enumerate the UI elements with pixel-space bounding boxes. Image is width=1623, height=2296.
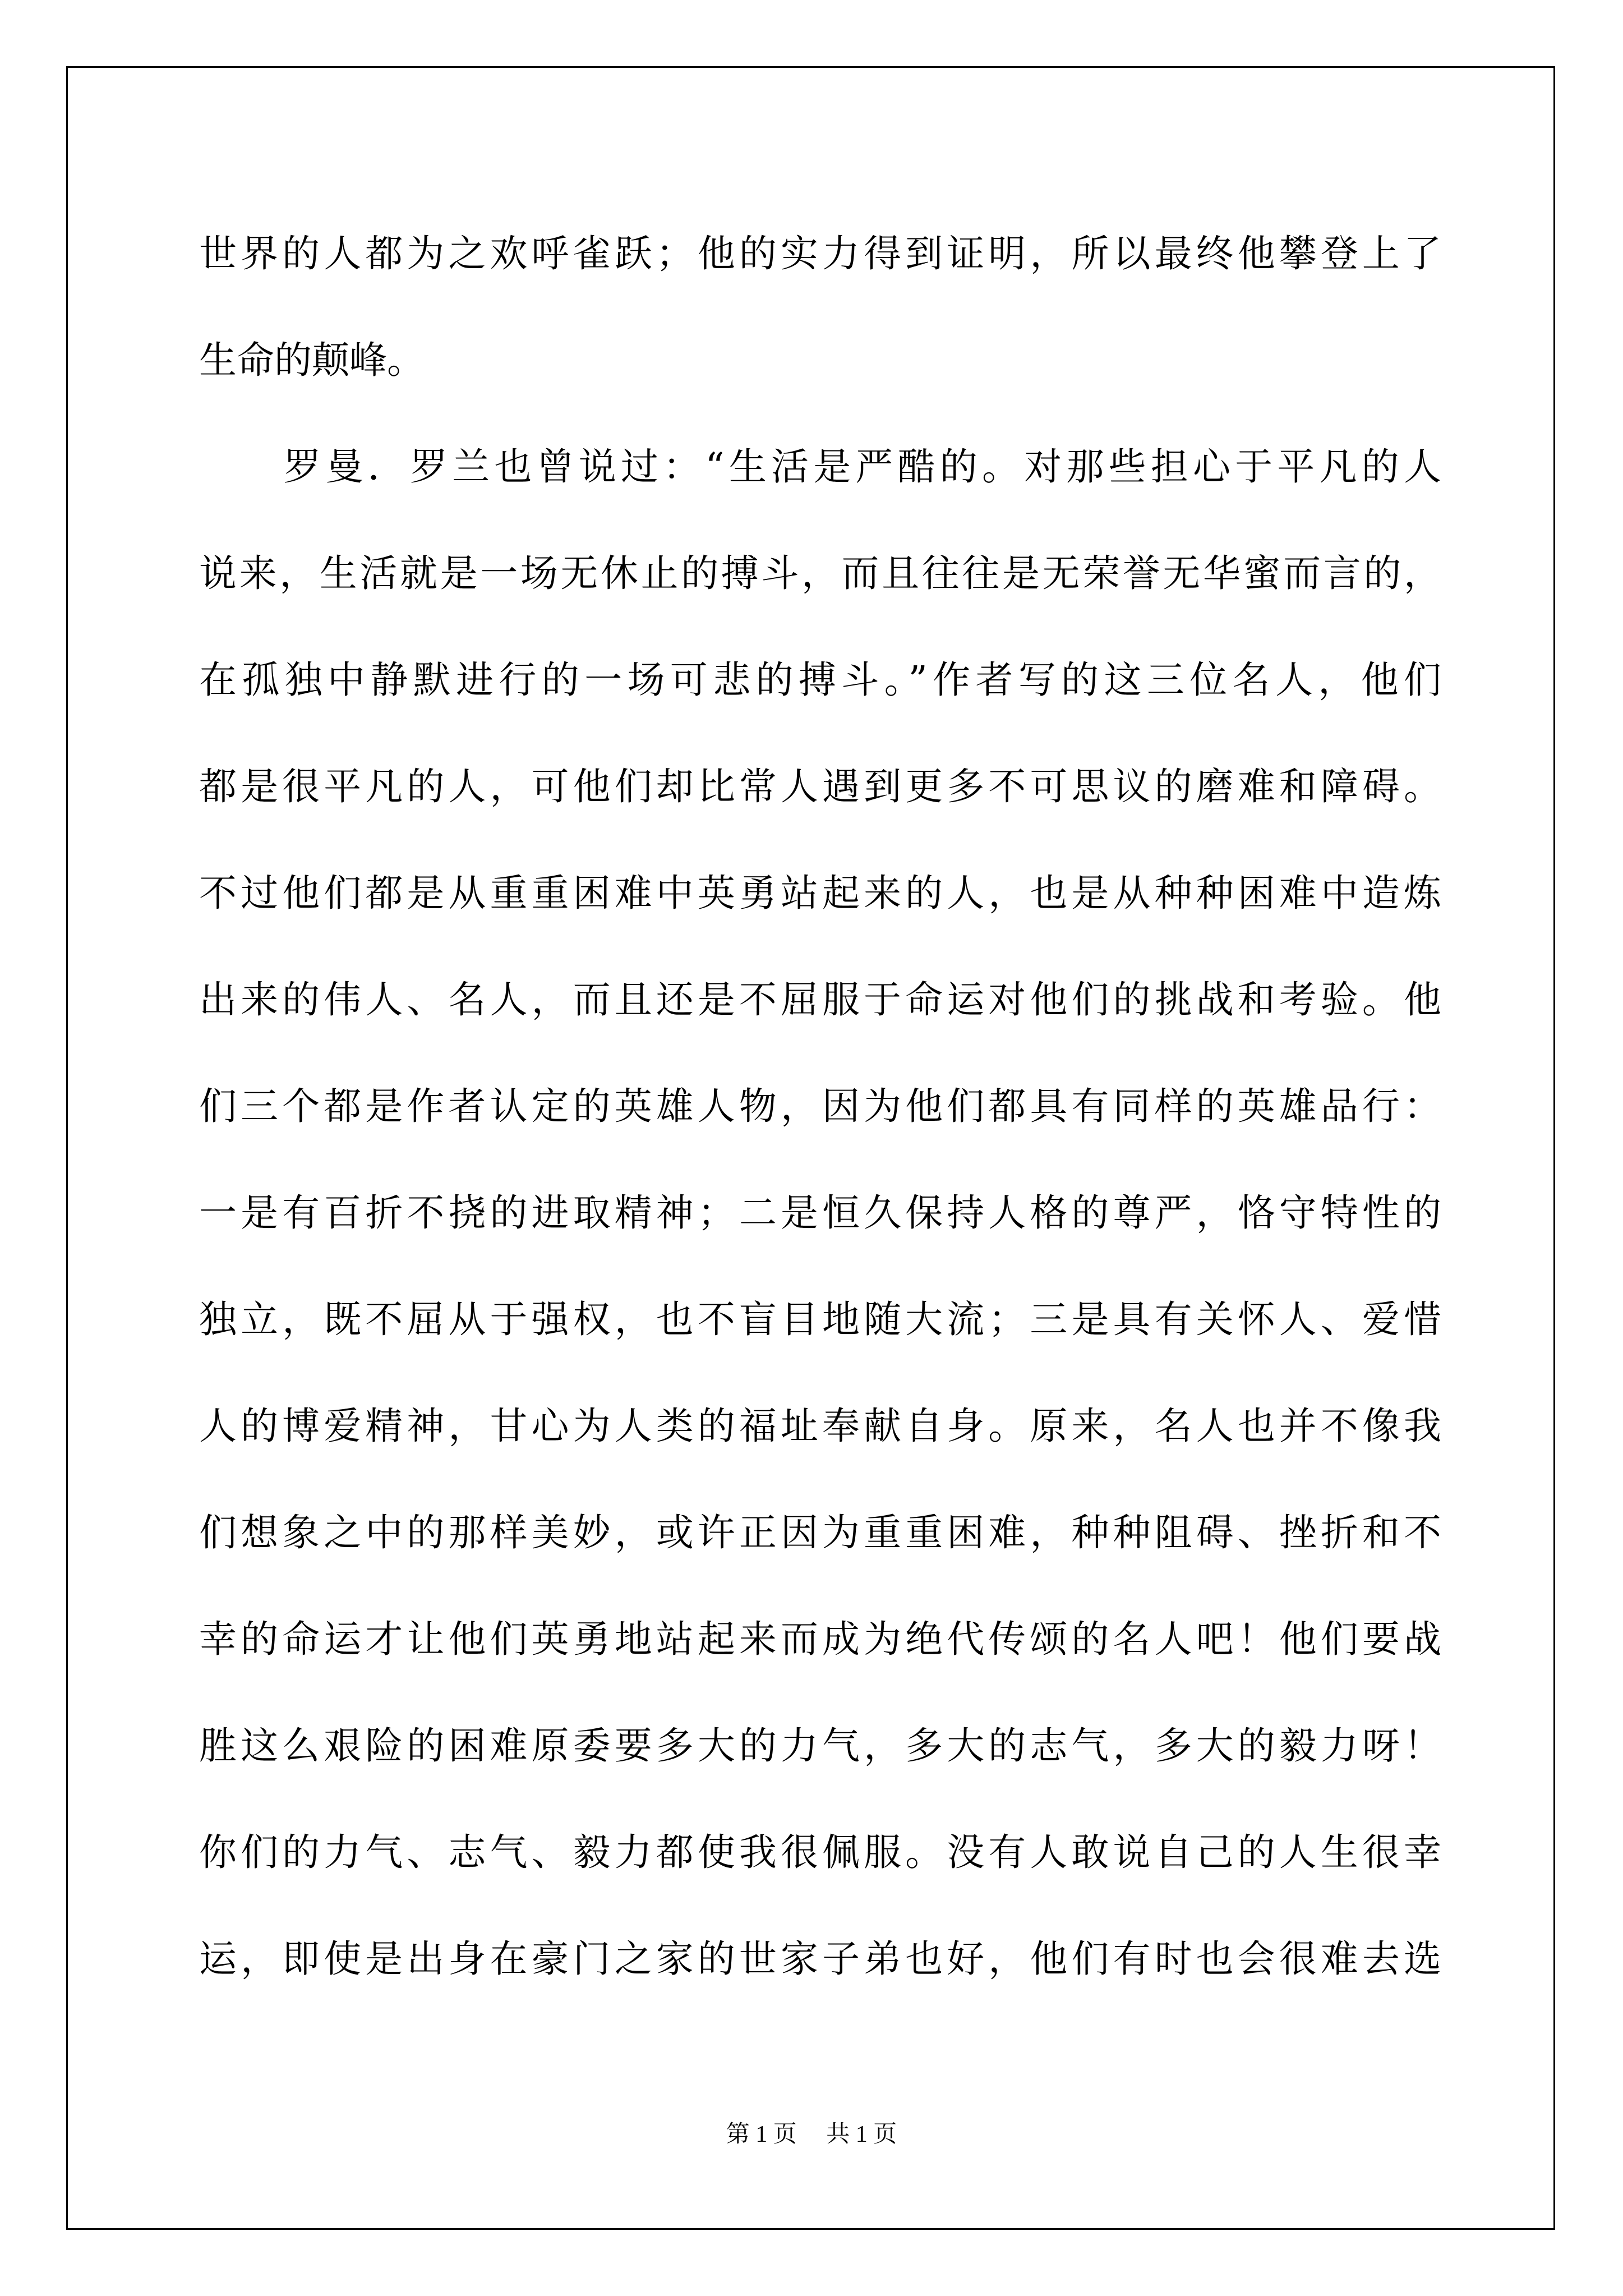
text-line-6: 都是很平凡的人，可他们却比常人遇到更多不可思议的磨难和障碍。 xyxy=(199,765,1441,808)
text-line-10: 一是有百折不挠的进取精神；二是恒久保持人格的尊严，恪守特性的 xyxy=(199,1191,1441,1235)
text-line-5: 在孤独中静默进行的一场可悲的搏斗。”作者写的这三位名人，他们 xyxy=(199,658,1441,702)
text-line-4: 说来，生活就是一场无休止的搏斗，而且往往是无荣誉无华蜜而言的， xyxy=(199,551,1441,595)
body-text xyxy=(199,200,1441,2012)
text-line-14: 幸的命运才让他们英勇地站起来而成为绝代传颂的名人吧！他们要战 xyxy=(199,1617,1441,1661)
text-line-16: 你们的力气、志气、毅力都使我很佩服。没有人敢说自己的人生很幸 xyxy=(199,1830,1441,1874)
text-line-8: 出来的伟人、名人，而且还是不屈服于命运对他们的挑战和考验。他 xyxy=(199,978,1441,1022)
text-line-1: 世界的人都为之欢呼雀跃；他的实力得到证明，所以最终他攀登上了 xyxy=(199,232,1441,275)
text-line-7: 不过他们都是从重重困难中英勇站起来的人，也是从种种困难中造炼 xyxy=(199,871,1441,915)
text-line-9: 们三个都是作者认定的英雄人物，因为他们都具有同样的英雄品行： xyxy=(199,1084,1441,1128)
text-line-11: 独立，既不屈从于强权，也不盲目地随大流；三是具有关怀人、爱惜 xyxy=(199,1297,1441,1341)
text-line-12: 人的博爱精神，甘心为人类的福址奉献自身。原来，名人也并不像我 xyxy=(199,1404,1441,1448)
text-line-13: 们想象之中的那样美妙，或许正因为重重困难，种种阻碍、挫折和不 xyxy=(199,1511,1441,1554)
text-line-2: 生命的颠峰。 xyxy=(199,338,425,382)
text-line-17: 运，即使是出身在豪门之家的世家子弟也好，他们有时也会很难去选 xyxy=(199,1937,1441,1981)
text-line-3: 罗曼．罗兰也曾说过：“生活是严酷的。对那些担心于平凡的人 xyxy=(199,445,1441,489)
page-number-footer: 第 1 页 共 1 页 xyxy=(726,2122,897,2147)
text-line-15: 胜这么艰险的困难原委要多大的力气，多大的志气，多大的毅力呀！ xyxy=(199,1724,1441,1768)
